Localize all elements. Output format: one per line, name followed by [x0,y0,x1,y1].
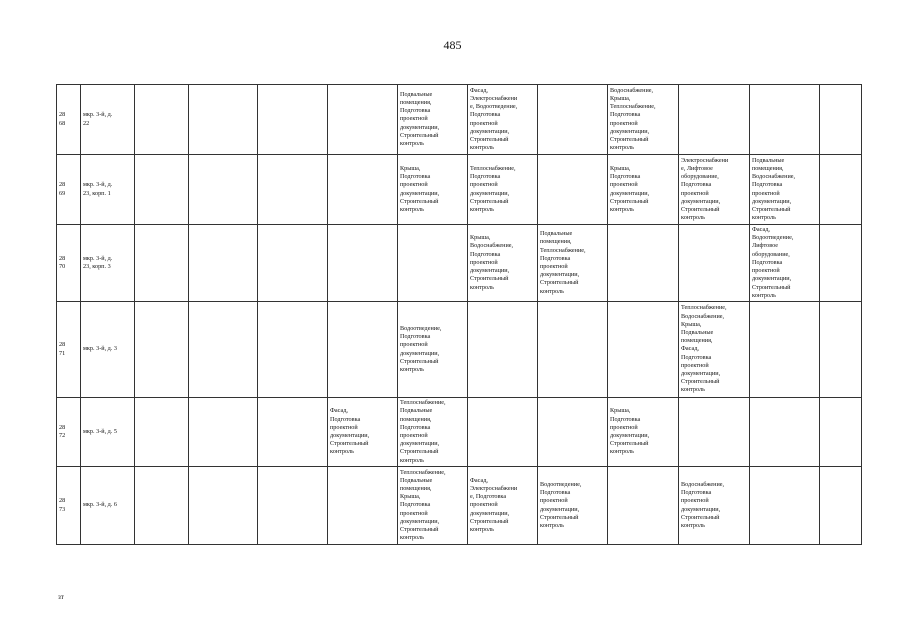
page-number: 485 [443,38,462,52]
work-type-cell [135,302,189,398]
work-type-cell [750,398,820,467]
table-row [57,85,862,155]
work-type-cell [189,302,258,398]
work-type-cell: Крыша, Водоснабжение, Подготовка проектной документации, Строительный контроль [468,225,538,302]
row-number-cell: 28 73 [57,467,81,545]
work-type-cell: Крыша, Подготовка проектной документации, Строительный контроль [398,155,468,225]
table-row [57,398,862,467]
work-type-cell: Крыша, Подготовка проектной документации, Строительный контроль [608,155,679,225]
work-type-cell [189,398,258,467]
work-type-cell [820,302,862,398]
work-type-cell: Подвальные помещения, Теплоснабжение, Подготовка проектной документации, Строительный контроль [538,225,608,302]
work-type-cell [679,398,750,467]
work-type-cell: Водоотведение, Подготовка проектной документации, Строительный контроль [398,302,468,398]
table-row [57,302,862,398]
work-type-cell: Теплоснабжение, Подвальные помещения, Крыша, Подготовка проектной документации, Строительный контроль [398,467,468,545]
row-number-cell: 28 72 [57,398,81,467]
work-type-cell [820,467,862,545]
work-type-cell: Водоотведение, Подготовка проектной документации, Строительный контроль [538,467,608,545]
work-type-cell [189,85,258,155]
address-cell: мкр. 3-й, д. 3 [81,302,135,398]
work-type-cell [820,225,862,302]
work-type-cell [750,302,820,398]
address-cell: мкр. 3-й, д. 22 [81,85,135,155]
work-type-cell [538,398,608,467]
work-type-cell: Фасад, Водоотведение, Лифтовое оборудование, Подготовка проектной документации, Строительный контроль [750,225,820,302]
work-type-cell [538,302,608,398]
work-type-cell [468,398,538,467]
work-type-cell [258,467,328,545]
work-type-cell: Теплоснабжение, Водоснабжение, Крыша, Подвальные помещения, Фасад, Подготовка проектной документации, Строительный контроль [679,302,750,398]
work-type-cell [135,225,189,302]
row-number-cell: 28 71 [57,302,81,398]
work-type-cell [750,467,820,545]
work-type-cell [258,398,328,467]
work-type-cell [328,302,398,398]
work-type-cell [538,155,608,225]
address-cell: мкр. 3-й, д. 23, корп. 3 [81,225,135,302]
schedule-body [57,85,862,545]
footer-mark: зт [58,593,64,601]
work-type-cell: Водоснабжение, Подготовка проектной документации, Строительный контроль [679,467,750,545]
work-type-cell [820,155,862,225]
work-type-cell [189,467,258,545]
work-type-cell [328,467,398,545]
work-type-cell: Фасад, Электроснабжени е, Водоотведение, Подготовка проектной документации, Строительный контроль [468,85,538,155]
work-type-cell [398,225,468,302]
work-type-cell [538,85,608,155]
work-type-cell [328,85,398,155]
address-cell: мкр. 3-й, д. 6 [81,467,135,545]
schedule-table [56,84,862,545]
table-row [57,225,862,302]
work-type-cell [258,225,328,302]
work-type-cell: Подвальные помещения, Подготовка проектной документации, Строительный контроль [398,85,468,155]
work-type-cell [679,225,750,302]
work-type-cell [608,225,679,302]
work-type-cell [135,155,189,225]
row-number-cell: 28 69 [57,155,81,225]
work-type-cell [608,467,679,545]
work-type-cell [189,225,258,302]
work-type-cell [328,225,398,302]
work-type-cell [135,85,189,155]
work-type-cell [820,85,862,155]
work-type-cell [189,155,258,225]
work-type-cell: Фасад, Электроснабжени е, Подготовка проектной документации, Строительный контроль [468,467,538,545]
work-type-cell: Крыша, Подготовка проектной документации, Строительный контроль [608,398,679,467]
work-type-cell [258,302,328,398]
address-cell: мкр. 3-й, д. 23, корп. 1 [81,155,135,225]
work-type-cell [135,467,189,545]
work-type-cell: Теплоснабжение, Подготовка проектной документации, Строительный контроль [468,155,538,225]
work-type-cell [750,85,820,155]
address-cell: мкр. 3-й, д. 5 [81,398,135,467]
table-row [57,155,862,225]
work-type-cell: Фасад, Подготовка проектной документации, Строительный контроль [328,398,398,467]
row-number-cell: 28 70 [57,225,81,302]
work-type-cell: Подвальные помещения, Водоснабжение, Подготовка проектной документации, Строительный контроль [750,155,820,225]
work-type-cell [328,155,398,225]
work-type-cell: Теплоснабжение, Подвальные помещения, Подготовка проектной документации, Строительный контроль [398,398,468,467]
work-type-cell: Водоснабжение, Крыша, Теплоснабжение, Подготовка проектной документации, Строительный контроль [608,85,679,155]
work-type-cell: Электроснабжени е, Лифтовое оборудование, Подготовка проектной документации, Строительный контроль [679,155,750,225]
work-type-cell [679,85,750,155]
work-type-cell [468,302,538,398]
work-type-cell [820,398,862,467]
work-type-cell [135,398,189,467]
work-type-cell [258,155,328,225]
work-type-cell [608,302,679,398]
table-row [57,467,862,545]
work-type-cell [258,85,328,155]
row-number-cell: 28 68 [57,85,81,155]
